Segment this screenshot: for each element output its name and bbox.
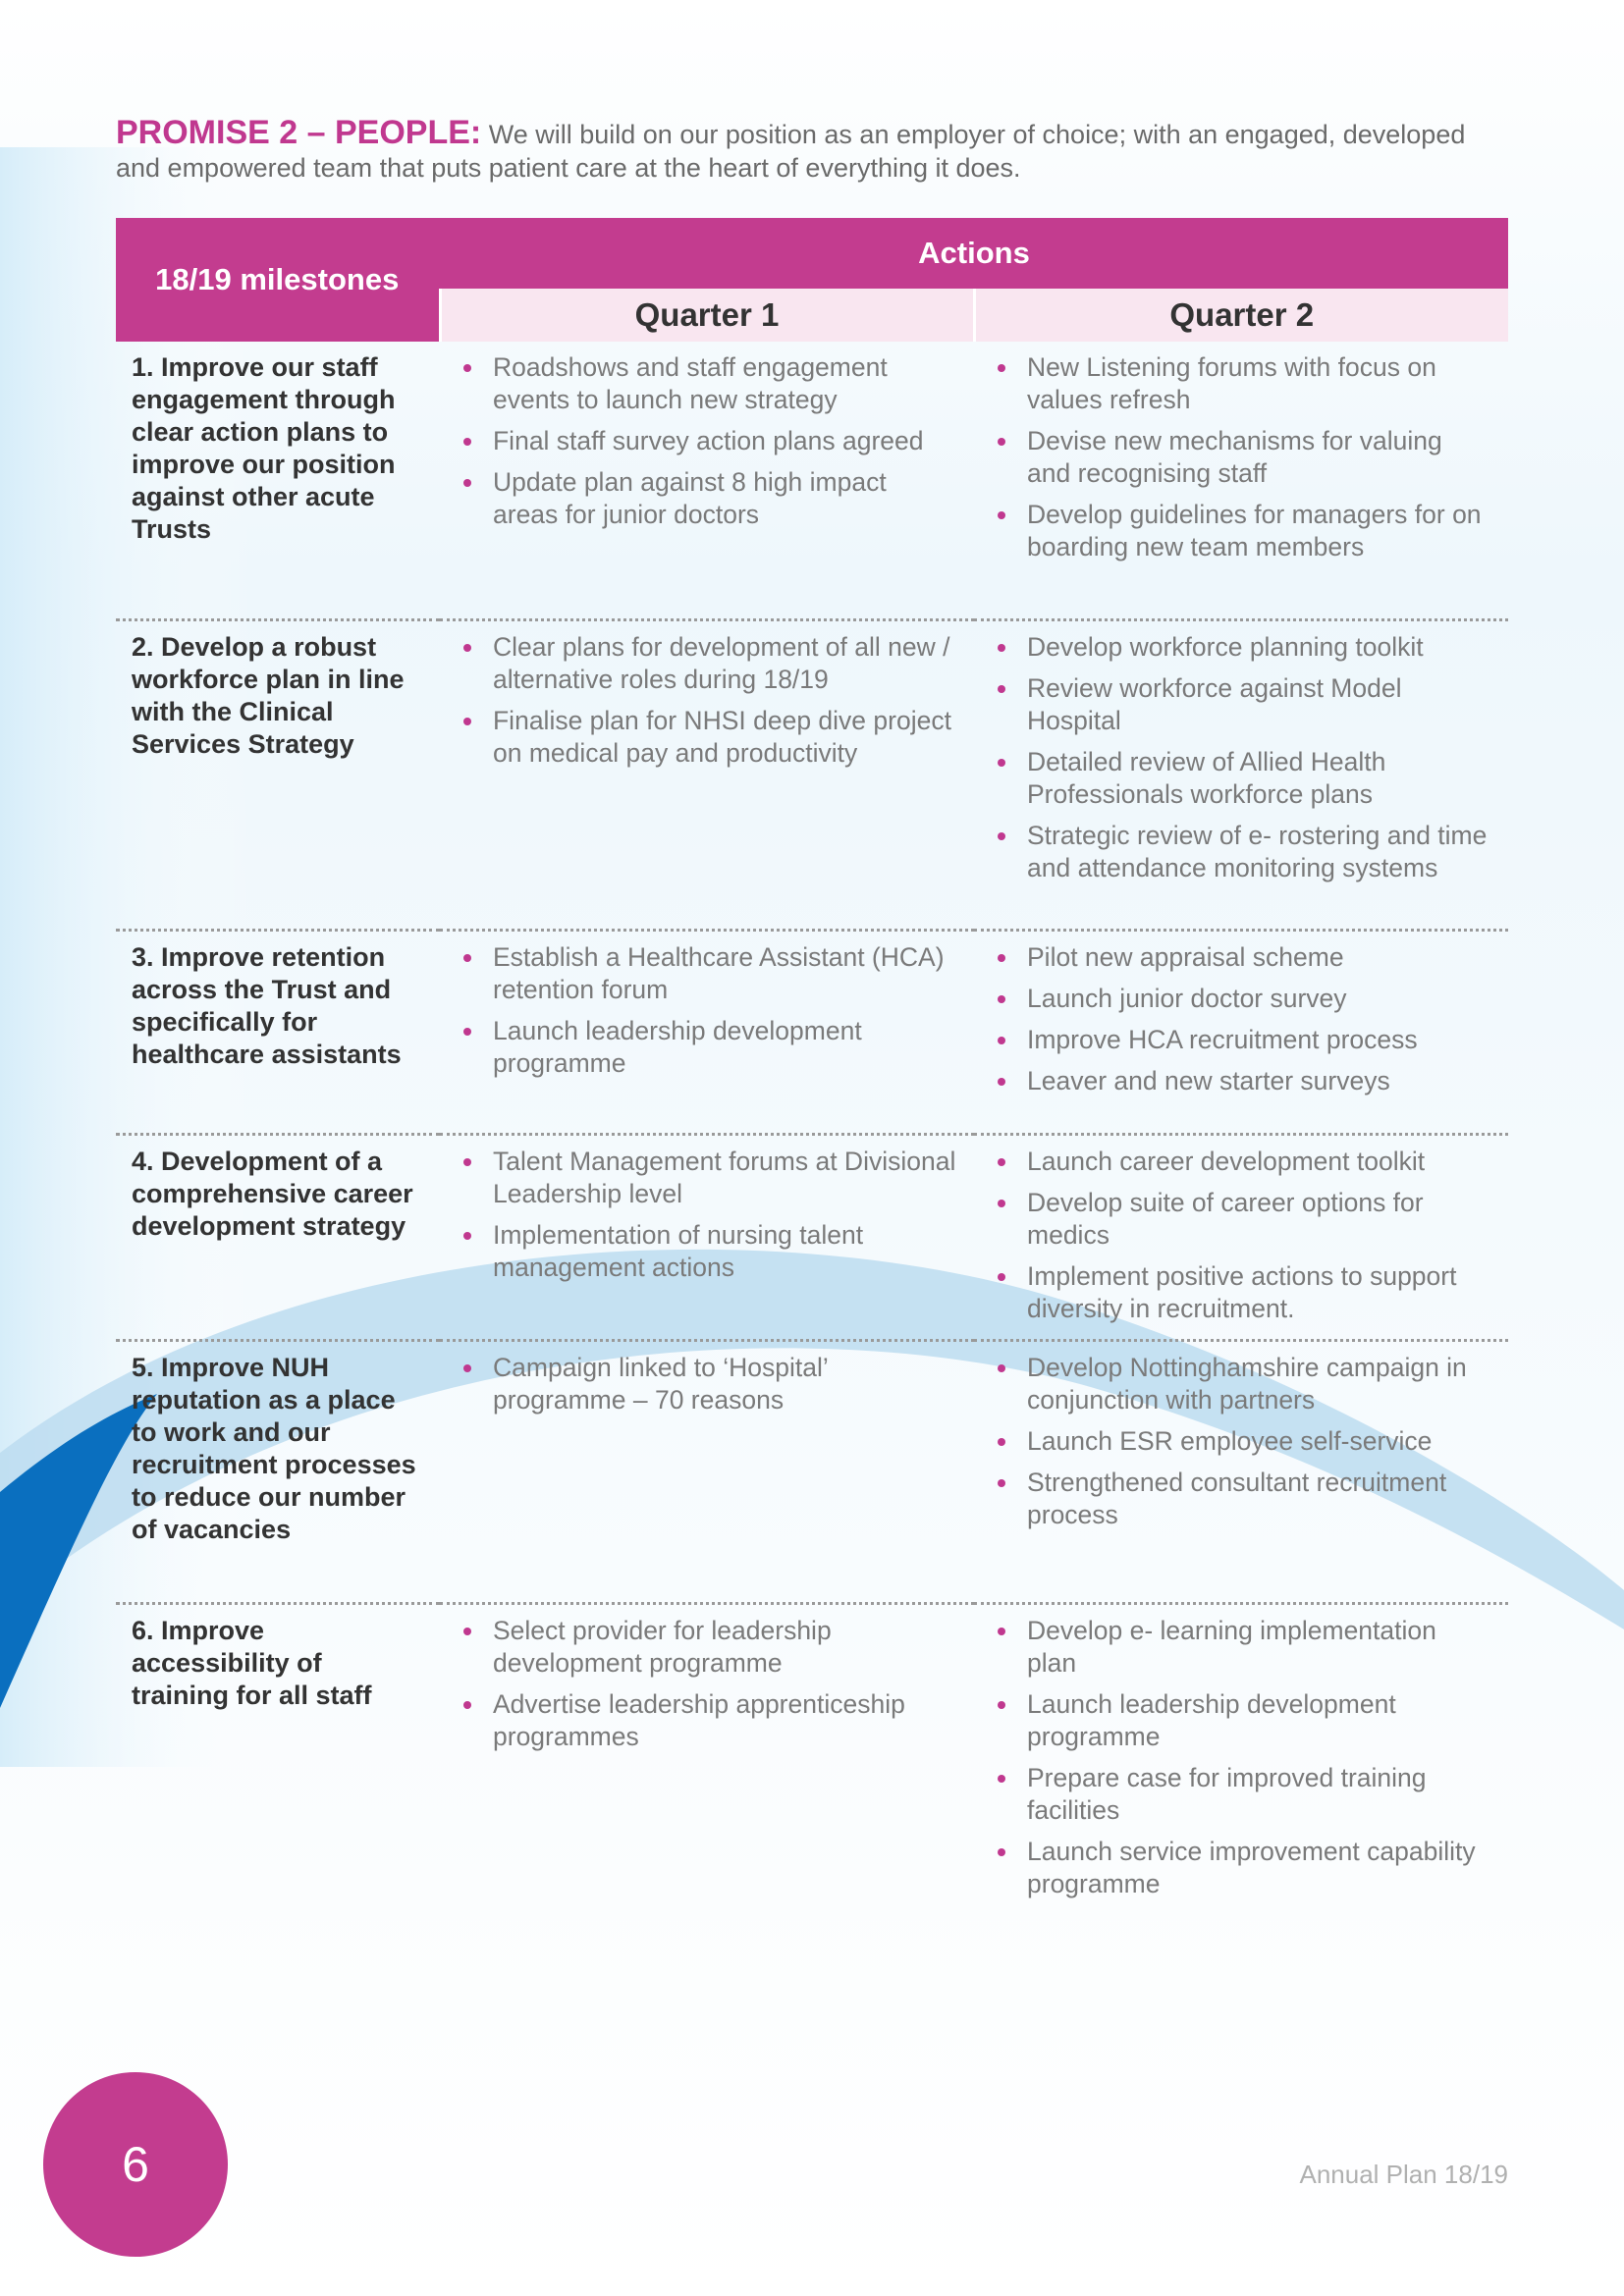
quarter-1-actions <box>456 941 958 1080</box>
list-item: Finalise plan for NHSI deep dive project on medical pay and productivity <box>493 705 958 770</box>
list-item: Review workforce against Model Hospital <box>1027 672 1492 737</box>
list-item: New Listening forums with focus on values refresh <box>1027 351 1492 416</box>
quarter-2-actions <box>990 1146 1492 1325</box>
footer-doc-title: Annual Plan 18/19 <box>1299 2160 1508 2189</box>
table-row <box>116 619 1508 930</box>
quarter-2-actions <box>990 631 1492 884</box>
list-item: Develop suite of career options for medics <box>1027 1187 1492 1252</box>
milestone-text: 6. Improve accessibility of training for all staff <box>132 1615 372 1710</box>
list-item: Develop e- learning implementation plan <box>1027 1615 1492 1680</box>
milestone-text: 4. Development of a comprehensive career development strategy <box>132 1146 413 1241</box>
quarter-1-actions <box>456 1146 958 1284</box>
milestones-table <box>116 218 1508 1917</box>
quarter-1-actions <box>456 351 958 531</box>
list-item: Devise new mechanisms for valuing and recognising staff <box>1027 425 1492 490</box>
milestone-text: 1. Improve our staff engagement through clear action plans to improve our position against other acute Trusts <box>132 352 396 544</box>
actions-header: Actions <box>440 218 1508 289</box>
list-item: Select provider for leadership development programme <box>493 1615 958 1680</box>
list-item: Implementation of nursing talent management actions <box>493 1219 958 1284</box>
list-item: Prepare case for improved training facilities <box>1027 1762 1492 1827</box>
milestones-header: 18/19 milestones <box>116 218 440 342</box>
list-item: Launch ESR employee self-service <box>1027 1425 1492 1458</box>
table-row <box>116 930 1508 1134</box>
list-item: Launch leadership development programme <box>1027 1688 1492 1753</box>
list-item: Clear plans for development of all new / alternative roles during 18/19 <box>493 631 958 696</box>
table-row <box>116 1340 1508 1603</box>
table-row <box>116 1603 1508 1917</box>
quarter-2-header: Quarter 2 <box>974 289 1508 342</box>
list-item: Leaver and new starter surveys <box>1027 1065 1492 1097</box>
list-item: Implement positive actions to support diversity in recruitment. <box>1027 1260 1492 1325</box>
list-item: Update plan against 8 high impact areas for junior doctors <box>493 466 958 531</box>
table-row <box>116 342 1508 619</box>
quarter-1-actions <box>456 1352 958 1416</box>
quarter-1-actions <box>456 1615 958 1753</box>
list-item: Develop Nottinghamshire campaign in conjunction with partners <box>1027 1352 1492 1416</box>
list-item: Launch career development toolkit <box>1027 1146 1492 1178</box>
page-number: 6 <box>122 2137 149 2192</box>
page-number-badge <box>43 2072 228 2257</box>
list-item: Establish a Healthcare Assistant (HCA) retention forum <box>493 941 958 1006</box>
list-item: Advertise leadership apprenticeship programmes <box>493 1688 958 1753</box>
list-item: Detailed review of Allied Health Professionals workforce plans <box>1027 746 1492 811</box>
quarter-1-header: Quarter 1 <box>440 289 974 342</box>
list-item: Launch junior doctor survey <box>1027 983 1492 1015</box>
list-item: Launch leadership development programme <box>493 1015 958 1080</box>
list-item: Strengthened consultant recruitment process <box>1027 1467 1492 1531</box>
table-row <box>116 1134 1508 1340</box>
list-item: Develop workforce planning toolkit <box>1027 631 1492 664</box>
quarter-2-actions <box>990 351 1492 563</box>
list-item: Roadshows and staff engagement events to launch new strategy <box>493 351 958 416</box>
promise-intro <box>116 116 1471 185</box>
list-item: Improve HCA recruitment process <box>1027 1024 1492 1056</box>
list-item: Strategic review of e- rostering and time and attendance monitoring systems <box>1027 820 1492 884</box>
quarter-2-actions <box>990 1352 1492 1531</box>
list-item: Talent Management forums at Divisional Leadership level <box>493 1146 958 1210</box>
list-item: Develop guidelines for managers for on boarding new team members <box>1027 499 1492 563</box>
list-item: Launch service improvement capability programme <box>1027 1836 1492 1900</box>
list-item: Pilot new appraisal scheme <box>1027 941 1492 974</box>
quarter-2-actions <box>990 1615 1492 1900</box>
milestone-text: 2. Develop a robust workforce plan in line with the Clinical Services Strategy <box>132 631 405 759</box>
milestone-text: 3. Improve retention across the Trust and specifically for healthcare assistants <box>132 941 402 1069</box>
quarter-2-actions <box>990 941 1492 1097</box>
list-item: Campaign linked to ‘Hospital’ programme – 70 reasons <box>493 1352 958 1416</box>
list-item: Final staff survey action plans agreed <box>493 425 958 457</box>
milestone-text: 5. Improve NUH reputation as a place to work and our recruitment processes to reduce our number of vacancies <box>132 1352 416 1544</box>
promise-label: PROMISE 2 – PEOPLE: <box>116 114 482 151</box>
quarter-1-actions <box>456 631 958 770</box>
promise-text: We will build on our position as an employer of choice; with an engaged, developed and empowered team that puts patient care at the heart of everything it does. <box>116 120 1466 183</box>
